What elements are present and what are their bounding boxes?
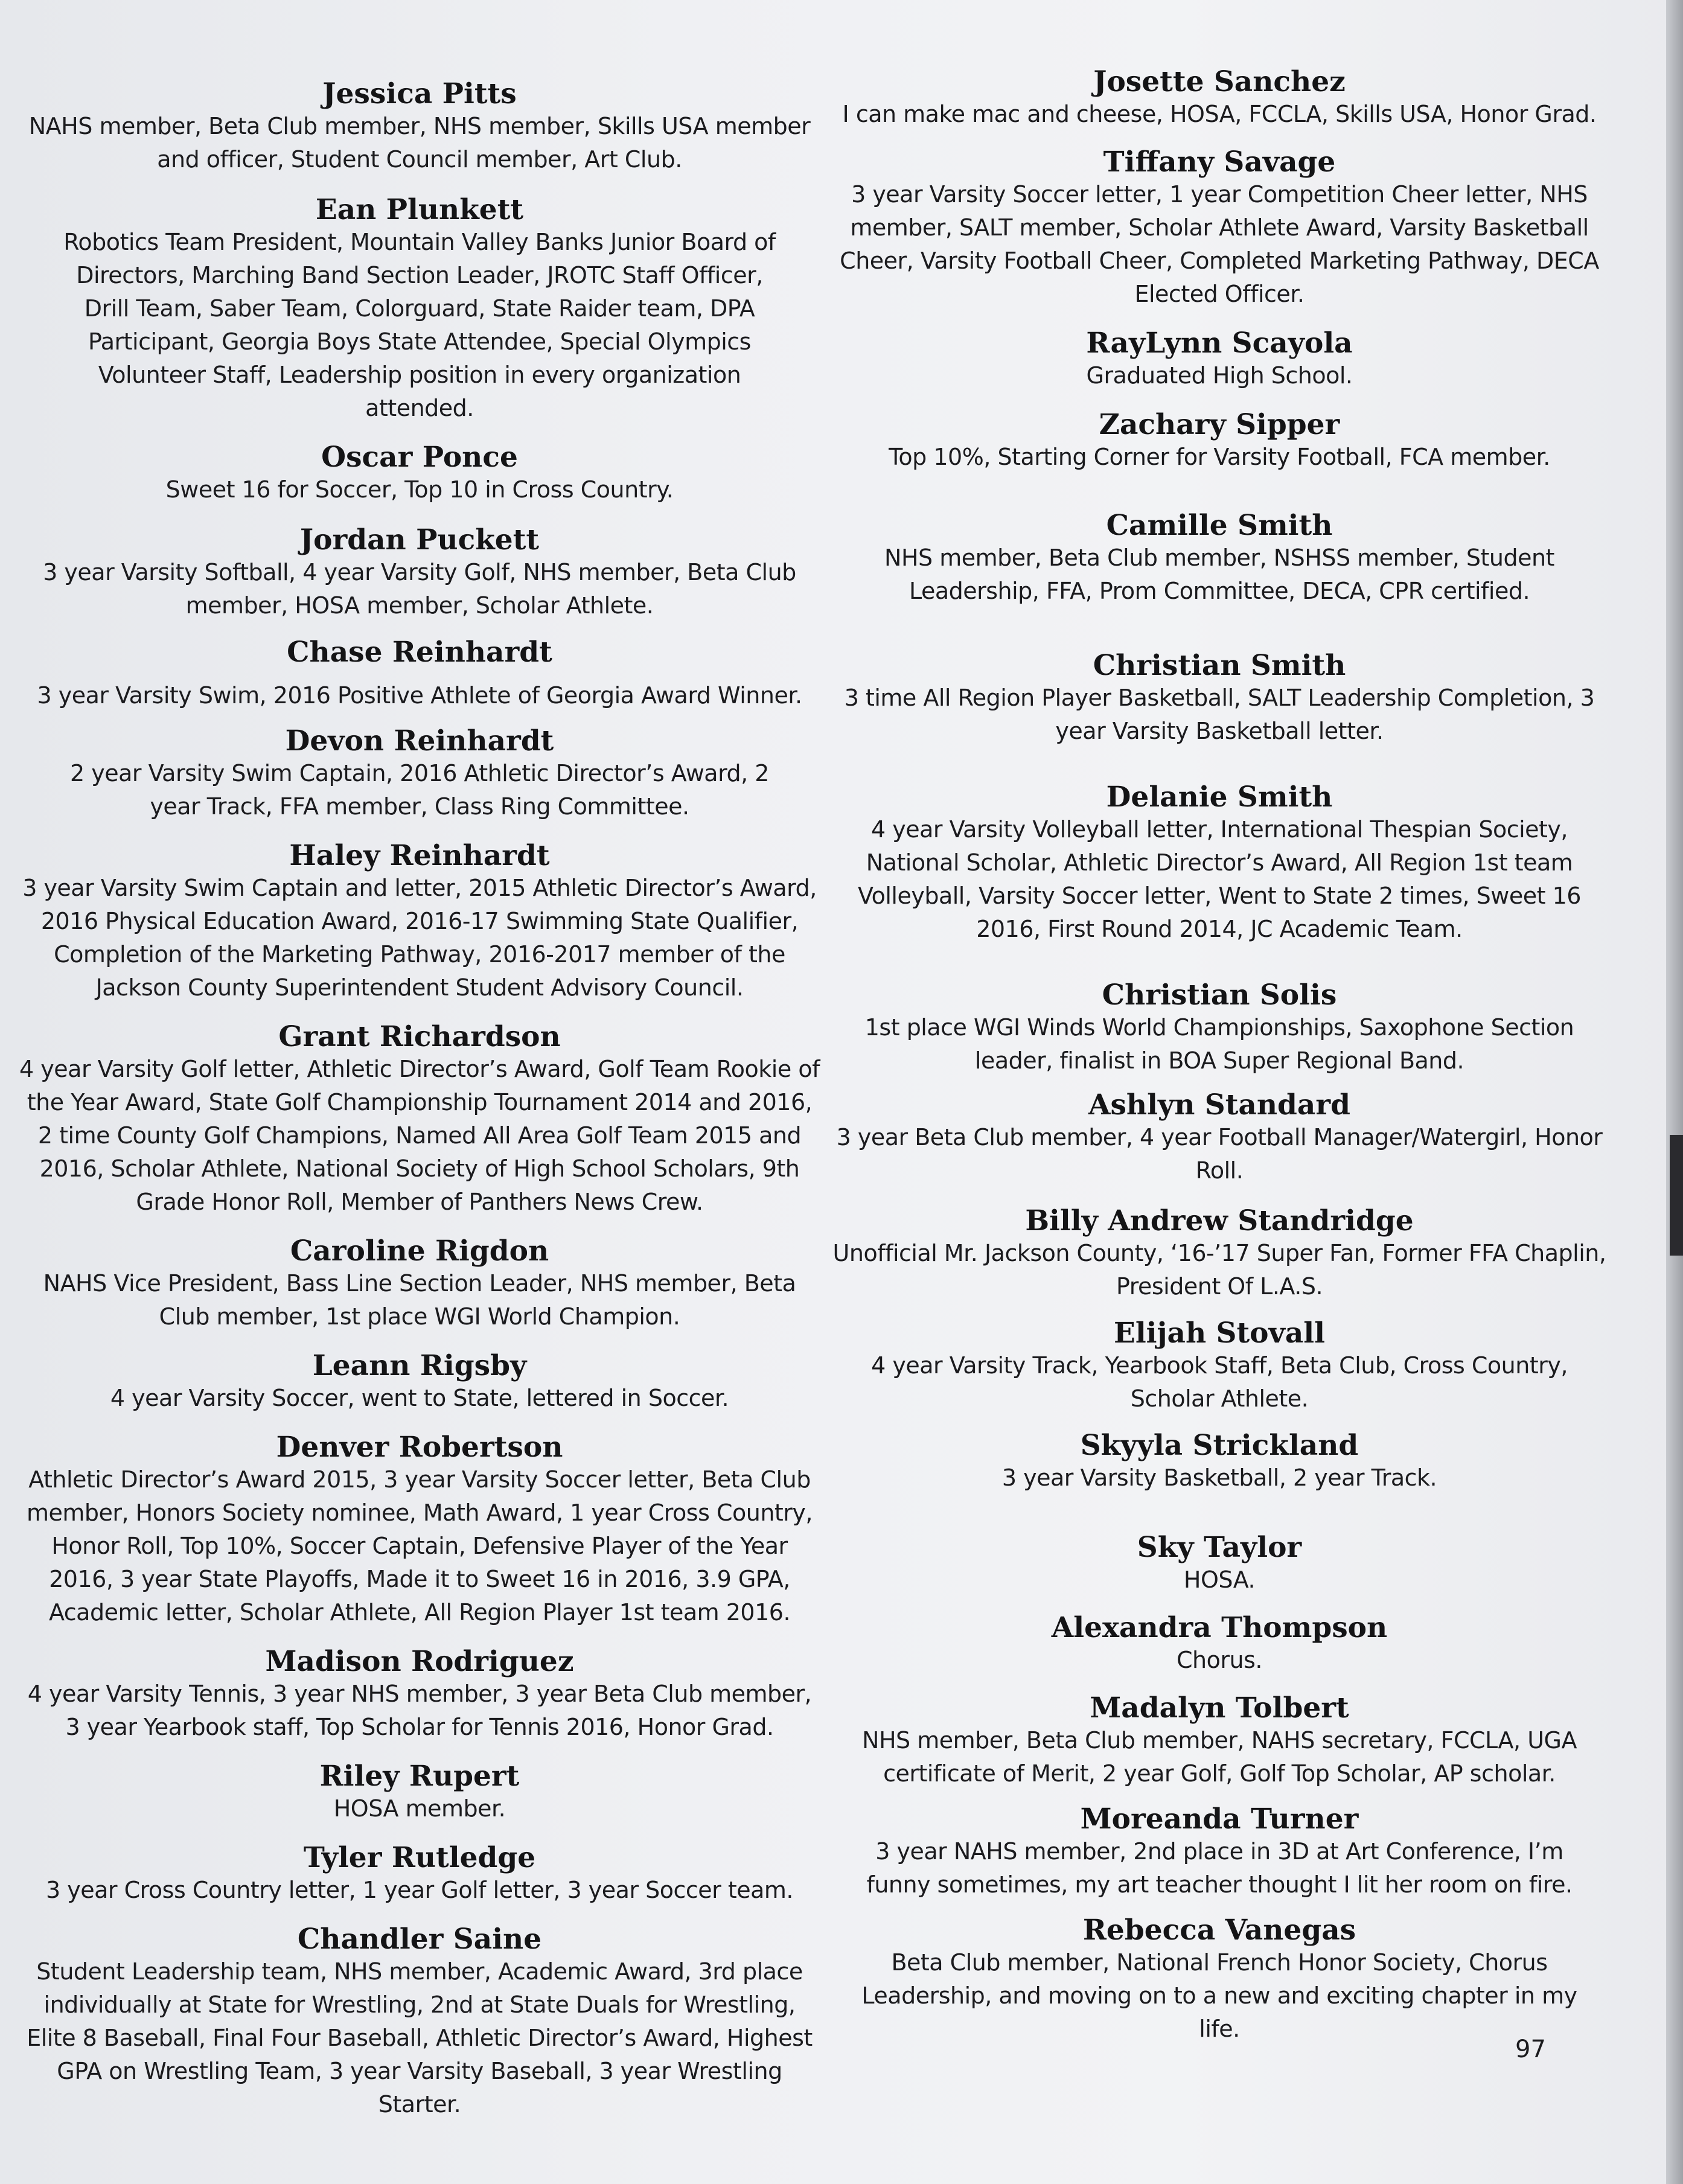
student-name: Rebecca Vanegas <box>1082 1914 1356 1947</box>
student-accomplishments: 4 year Varsity Track, Yearbook Staff, Beta Club, Cross Country, Scholar Athlete. <box>871 1352 1568 1412</box>
student-accomplishments: I can make mac and cheese, HOSA, FCCLA, Skills USA, Honor Grad. <box>842 101 1597 127</box>
student-accomplishments: 3 time All Region Player Basketball, SALT Leadership Completion, 3 year Varsity Basketball letter. <box>844 685 1595 744</box>
student-accomplishments: 3 year Varsity Swim Captain and letter, 2015 Athletic Director’s Award, 2016 Physical Education Award, 2016-17 Swimming State Qualifier, Completion of the Marketing Pathway, 2016-2017 member of the Jackson County Superintendent Student Advisory Council. <box>22 875 817 1001</box>
left-column <box>18 68 821 2121</box>
student-name: Grant Richardson <box>278 1020 561 1053</box>
student-accomplishments: 3 year Varsity Swim, 2016 Positive Athlete of Georgia Award Winner. <box>37 682 802 709</box>
student-name: Leann Rigsby <box>312 1349 527 1382</box>
senior-entry <box>18 194 821 425</box>
student-name: Ean Plunkett <box>315 193 524 226</box>
student-accomplishments: 4 year Varsity Volleyball letter, International Thespian Society, National Scholar, Athletic Director’s Award, All Region 1st team Volleyball, Varsity Soccer letter, Went to State 2 times, Sweet 16 2016, First Round 2014, JC Academic Team. <box>858 816 1581 942</box>
student-name: Haley Reinhardt <box>289 839 550 872</box>
student-name: Caroline Rigdon <box>290 1234 549 1268</box>
student-name: Denver Robertson <box>276 1431 563 1464</box>
student-name: Riley Rupert <box>319 1760 520 1793</box>
student-name: Chandler Saine <box>297 1923 542 1956</box>
senior-entry <box>827 650 1612 748</box>
student-accomplishments: 3 year Beta Club member, 4 year Football Manager/Watergirl, Honor Roll. <box>836 1124 1603 1184</box>
student-accomplishments: Student Leadership team, NHS member, Academic Award, 3rd place individually at State for Wrestling, 2nd at State Duals for Wrestling, Elite 8 Baseball, Final Four Baseball, Athletic Director’s Award, Highest GPA on Wrestling Team, 3 year Varsity Baseball, 3 year Wrestling Starter. <box>27 1958 813 2118</box>
student-accomplishments: Unofficial Mr. Jackson County, ‘16-’17 Super Fan, Former FFA Chaplin, President Of L.A.S. <box>832 1240 1606 1300</box>
senior-entry <box>827 66 1612 131</box>
student-name: Madison Rodriguez <box>265 1645 574 1678</box>
senior-entry <box>18 1350 821 1415</box>
student-name: Oscar Ponce <box>321 441 518 474</box>
student-accomplishments: NAHS Vice President, Bass Line Section Leader, NHS member, Beta Club member, 1st place WGI World Champion. <box>43 1270 796 1330</box>
student-accomplishments: 4 year Varsity Golf letter, Athletic Director’s Award, Golf Team Rookie of the Year Award, State Golf Championship Tournament 2014 and 2016, 2 time County Golf Champions, Named All Area Golf Team 2015 and 2016, Scholar Athlete, National Society of High School Scholars, 9th Grade Honor Roll, Member of Panthers News Crew. <box>19 1056 820 1215</box>
student-accomplishments: Sweet 16 for Soccer, Top 10 in Cross Country. <box>165 476 674 503</box>
student-name: Josette Sanchez <box>1093 65 1346 98</box>
student-name: Jessica Pitts <box>322 77 517 110</box>
senior-entry <box>827 1804 1612 1901</box>
senior-entry <box>827 510 1612 608</box>
senior-entry <box>18 726 821 823</box>
student-accomplishments: Chorus. <box>1177 1647 1262 1673</box>
senior-entry <box>827 782 1612 946</box>
senior-entry <box>18 1761 821 1825</box>
senior-entry <box>18 1236 821 1333</box>
right-column <box>827 65 1612 2046</box>
senior-entry <box>18 78 821 176</box>
student-name: Devon Reinhardt <box>285 724 554 758</box>
student-name: Tyler Rutledge <box>303 1841 536 1874</box>
senior-entry <box>827 328 1612 392</box>
senior-entry <box>18 1842 821 1907</box>
student-name: Billy Andrew Standridge <box>1025 1204 1414 1237</box>
senior-entry <box>18 1924 821 2121</box>
student-accomplishments: 3 year Varsity Softball, 4 year Varsity Golf, NHS member, Beta Club member, HOSA member, Scholar Athlete. <box>43 559 796 619</box>
senior-entry <box>827 1090 1612 1187</box>
student-accomplishments: 4 year Varsity Tennis, 3 year NHS member, 3 year Beta Club member, 3 year Yearbook staff, Top Scholar for Tennis 2016, Honor Grad. <box>27 1681 812 1740</box>
student-name: Zachary Sipper <box>1099 408 1340 441</box>
student-name: Christian Smith <box>1093 649 1346 682</box>
student-accomplishments: NHS member, Beta Club member, NAHS secretary, FCCLA, UGA certificate of Merit, 2 year Golf, Golf Top Scholar, AP scholar. <box>862 1727 1577 1787</box>
student-name: Jordan Puckett <box>299 523 540 557</box>
student-name: Alexandra Thompson <box>1051 1611 1388 1644</box>
senior-entry <box>18 1646 821 1744</box>
student-accomplishments: 2 year Varsity Swim Captain, 2016 Athletic Director’s Award, 2 year Track, FFA member, Class Ring Committee. <box>70 760 769 820</box>
student-accomplishments: 3 year Varsity Basketball, 2 year Track. <box>1001 1464 1437 1491</box>
binding-tab <box>1670 1135 1683 1256</box>
student-name: Skyyla Strickland <box>1080 1429 1359 1462</box>
senior-entry <box>827 1205 1612 1303</box>
student-accomplishments: Top 10%, Starting Corner for Varsity Football, FCA member. <box>889 444 1550 470</box>
student-accomplishments: Beta Club member, National French Honor Society, Chorus Leadership, and moving on to a new and exciting chapter in my life. <box>861 1949 1577 2042</box>
senior-entry <box>827 1612 1612 1677</box>
page-number: 97 <box>1515 2036 1546 2063</box>
student-accomplishments: 3 year Varsity Soccer letter, 1 year Competition Cheer letter, NHS member, SALT member, Scholar Athlete Award, Varsity Basketball Cheer, Varsity Football Cheer, Completed Marketing Pathway, DECA Elected Officer. <box>840 181 1599 307</box>
student-name: Chase Reinhardt <box>287 636 552 669</box>
student-accomplishments: 4 year Varsity Soccer, went to State, lettered in Soccer. <box>110 1385 729 1411</box>
senior-entry <box>18 840 821 1004</box>
student-accomplishments: NAHS member, Beta Club member, NHS member, Skills USA member and officer, Student Council member, Art Club. <box>28 113 811 173</box>
student-name: Ashlyn Standard <box>1088 1088 1350 1122</box>
student-accomplishments: 3 year NAHS member, 2nd place in 3D at Art Conference, I’m funny sometimes, my art teacher thought I lit her room on fire. <box>866 1838 1573 1898</box>
student-name: Elijah Stovall <box>1114 1317 1325 1350</box>
senior-entry <box>827 980 1612 1078</box>
senior-entry <box>18 1432 821 1629</box>
student-name: Delanie Smith <box>1106 781 1333 814</box>
student-accomplishments: Graduated High School. <box>1086 362 1353 389</box>
student-name: Madalyn Tolbert <box>1090 1691 1349 1725</box>
senior-entry <box>827 1318 1612 1416</box>
student-accomplishments: NHS member, Beta Club member, NSHSS member, Student Leadership, FFA, Prom Committee, DECA, CPR certified. <box>884 544 1554 604</box>
student-accomplishments: HOSA. <box>1183 1566 1256 1593</box>
senior-entry <box>18 525 821 622</box>
student-name: Moreanda Turner <box>1080 1802 1359 1836</box>
student-name: Tiffany Savage <box>1103 145 1336 179</box>
student-accomplishments: HOSA member. <box>333 1795 506 1822</box>
student-name: Camille Smith <box>1106 509 1333 542</box>
senior-entry <box>18 442 821 506</box>
senior-entry <box>827 1915 1612 2046</box>
student-name: Sky Taylor <box>1137 1531 1302 1564</box>
senior-entry <box>827 147 1612 311</box>
student-accomplishments: Athletic Director’s Award 2015, 3 year Varsity Soccer letter, Beta Club member, Honors Society nominee, Math Award, 1 year Cross Country, Honor Roll, Top 10%, Soccer Captain, Defensive Player of the Year 2016, 3 year State Playoffs, Made it to Sweet 16 in 2016, 3.9 GPA, Academic letter, Scholar Athlete, All Region Player 1st team 2016. <box>26 1466 813 1626</box>
page-edge <box>1666 0 1683 2184</box>
senior-entry <box>827 1532 1612 1597</box>
student-accomplishments: 1st place WGI Winds World Championships, Saxophone Section leader, finalist in BOA Super Regional Band. <box>864 1014 1574 1074</box>
student-name: RayLynn Scayola <box>1086 327 1353 360</box>
senior-entry <box>18 1021 821 1219</box>
senior-entry <box>827 409 1612 474</box>
senior-entry <box>18 637 821 712</box>
student-name: Christian Solis <box>1102 979 1337 1012</box>
student-accomplishments: Robotics Team President, Mountain Valley Banks Junior Board of Directors, Marching Band Section Leader, JROTC Staff Officer, Drill Team, Saber Team, Colorguard, State Raider team, DPA Participant, Georgia Boys State Attendee, Special Olympics Volunteer Staff, Leadership position in every organization attended. <box>63 229 776 421</box>
senior-entry <box>827 1693 1612 1790</box>
senior-entry <box>827 1430 1612 1495</box>
student-accomplishments: 3 year Cross Country letter, 1 year Golf letter, 3 year Soccer team. <box>45 1877 794 1903</box>
